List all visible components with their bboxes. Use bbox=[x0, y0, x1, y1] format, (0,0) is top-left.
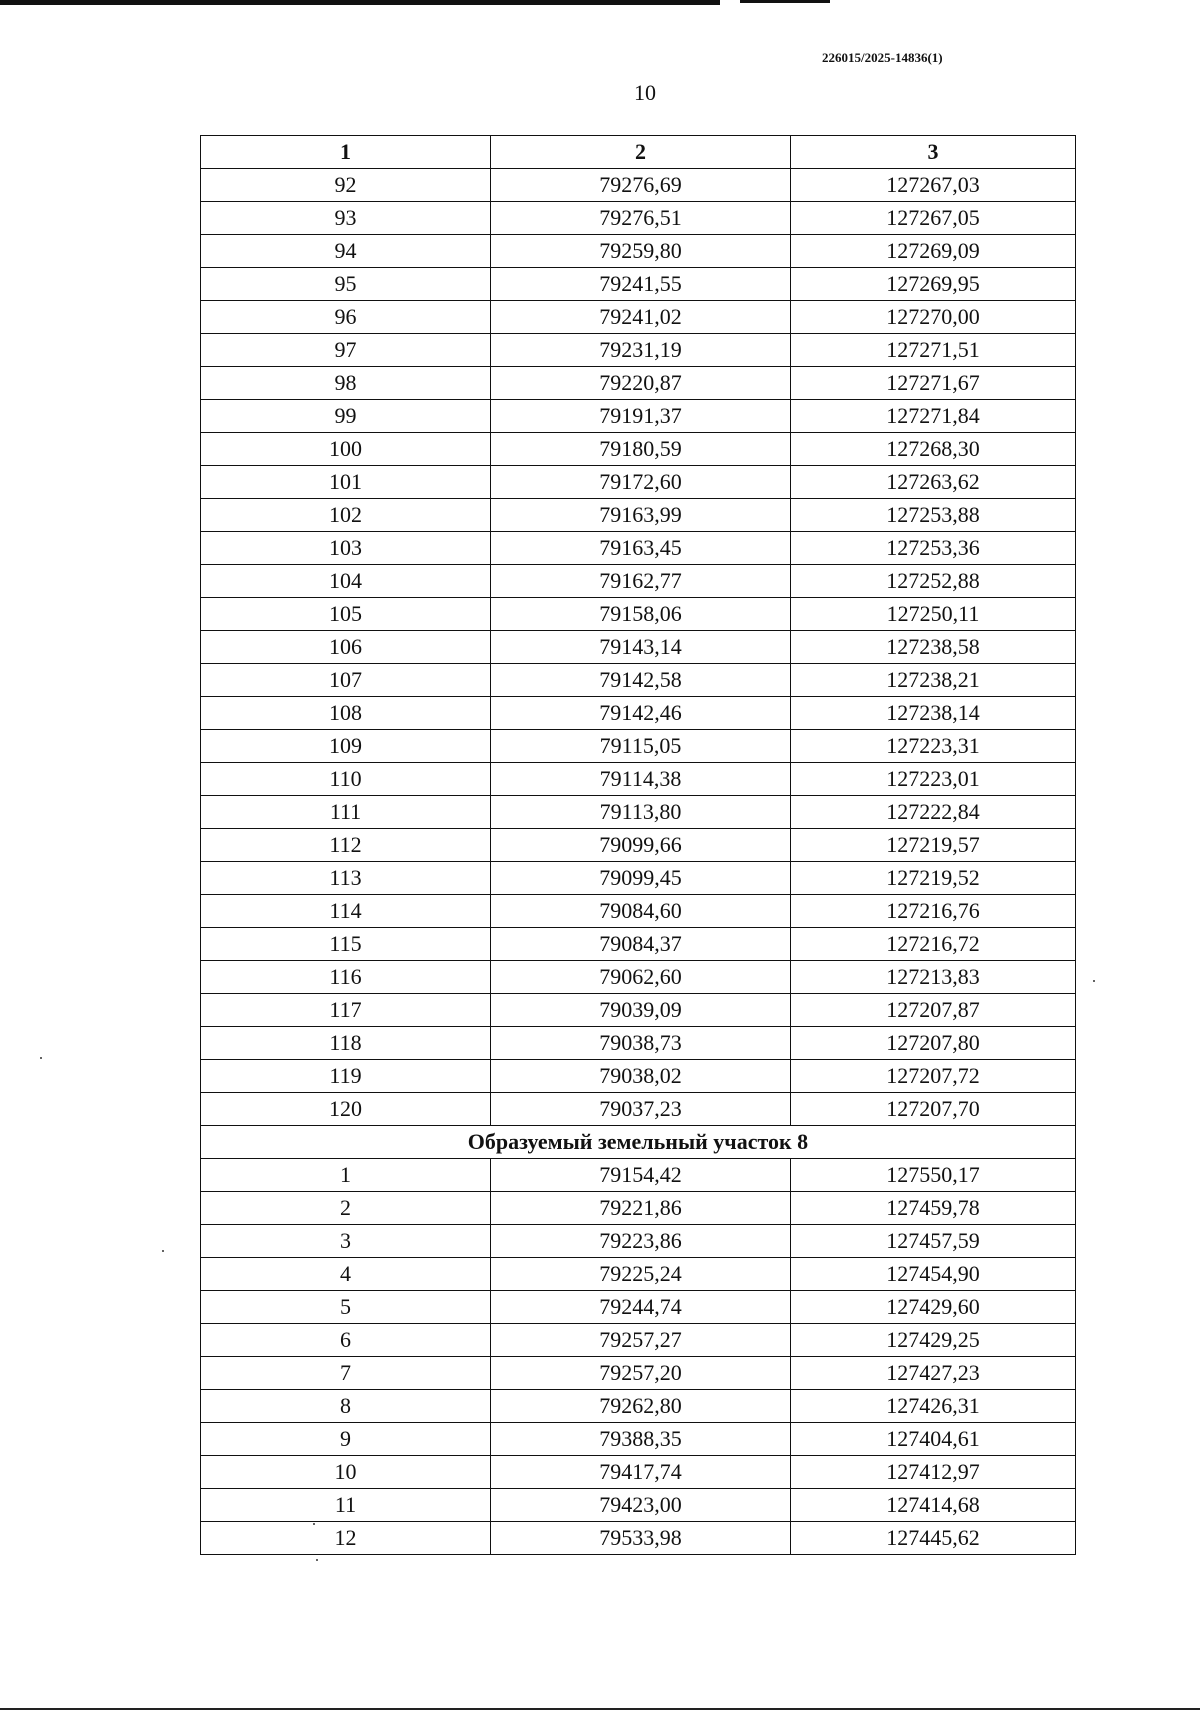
y-coordinate-cell: 127216,76 bbox=[791, 895, 1076, 928]
table-row bbox=[201, 829, 1076, 862]
point-number-cell: 93 bbox=[201, 202, 491, 235]
scan-speck bbox=[40, 1057, 42, 1059]
y-coordinate-cell: 127207,70 bbox=[791, 1093, 1076, 1126]
table-row bbox=[201, 1357, 1076, 1390]
table-row bbox=[201, 1258, 1076, 1291]
x-coordinate-cell: 79262,80 bbox=[491, 1390, 791, 1423]
x-coordinate-cell: 79084,60 bbox=[491, 895, 791, 928]
table-row bbox=[201, 1192, 1076, 1225]
x-coordinate-cell: 79154,42 bbox=[491, 1159, 791, 1192]
table-row bbox=[201, 532, 1076, 565]
scan-edge-bottom bbox=[0, 1708, 1200, 1710]
x-coordinate-cell: 79037,23 bbox=[491, 1093, 791, 1126]
table-row bbox=[201, 664, 1076, 697]
point-number-cell: 96 bbox=[201, 301, 491, 334]
point-number-cell: 101 bbox=[201, 466, 491, 499]
x-coordinate-cell: 79220,87 bbox=[491, 367, 791, 400]
x-coordinate-cell: 79099,45 bbox=[491, 862, 791, 895]
point-number-cell: 119 bbox=[201, 1060, 491, 1093]
table-row bbox=[201, 763, 1076, 796]
point-number-cell: 110 bbox=[201, 763, 491, 796]
y-coordinate-cell: 127269,09 bbox=[791, 235, 1076, 268]
y-coordinate-cell: 127207,72 bbox=[791, 1060, 1076, 1093]
x-coordinate-cell: 79162,77 bbox=[491, 565, 791, 598]
point-number-cell: 111 bbox=[201, 796, 491, 829]
table-row bbox=[201, 1522, 1076, 1555]
y-coordinate-cell: 127213,83 bbox=[791, 961, 1076, 994]
scan-speck bbox=[313, 1523, 315, 1525]
y-coordinate-cell: 127263,62 bbox=[791, 466, 1076, 499]
x-coordinate-cell: 79191,37 bbox=[491, 400, 791, 433]
x-coordinate-cell: 79417,74 bbox=[491, 1456, 791, 1489]
table-row bbox=[201, 301, 1076, 334]
y-coordinate-cell: 127454,90 bbox=[791, 1258, 1076, 1291]
y-coordinate-cell: 127270,00 bbox=[791, 301, 1076, 334]
table-row bbox=[201, 466, 1076, 499]
y-coordinate-cell: 127238,21 bbox=[791, 664, 1076, 697]
y-coordinate-cell: 127550,17 bbox=[791, 1159, 1076, 1192]
x-coordinate-cell: 79172,60 bbox=[491, 466, 791, 499]
point-number-cell: 2 bbox=[201, 1192, 491, 1225]
table-row bbox=[201, 631, 1076, 664]
scan-speck bbox=[316, 1559, 318, 1561]
y-coordinate-cell: 127207,87 bbox=[791, 994, 1076, 1027]
y-coordinate-cell: 127238,58 bbox=[791, 631, 1076, 664]
table-row bbox=[201, 1027, 1076, 1060]
y-coordinate-cell: 127427,23 bbox=[791, 1357, 1076, 1390]
y-coordinate-cell: 127268,30 bbox=[791, 433, 1076, 466]
point-number-cell: 113 bbox=[201, 862, 491, 895]
point-number-cell: 9 bbox=[201, 1423, 491, 1456]
y-coordinate-cell: 127223,01 bbox=[791, 763, 1076, 796]
y-coordinate-cell: 127426,31 bbox=[791, 1390, 1076, 1423]
table-row bbox=[201, 1060, 1076, 1093]
table-row bbox=[201, 202, 1076, 235]
point-number-cell: 120 bbox=[201, 1093, 491, 1126]
y-coordinate-cell: 127429,60 bbox=[791, 1291, 1076, 1324]
y-coordinate-cell: 127404,61 bbox=[791, 1423, 1076, 1456]
point-number-cell: 98 bbox=[201, 367, 491, 400]
x-coordinate-cell: 79062,60 bbox=[491, 961, 791, 994]
section-row bbox=[201, 1126, 1076, 1159]
table-header-row bbox=[201, 136, 1076, 169]
table-row bbox=[201, 1225, 1076, 1258]
table-row bbox=[201, 1489, 1076, 1522]
y-coordinate-cell: 127219,52 bbox=[791, 862, 1076, 895]
x-coordinate-cell: 79257,27 bbox=[491, 1324, 791, 1357]
x-coordinate-cell: 79388,35 bbox=[491, 1423, 791, 1456]
coordinates-table bbox=[200, 135, 1076, 1555]
table-row bbox=[201, 367, 1076, 400]
x-coordinate-cell: 79163,99 bbox=[491, 499, 791, 532]
point-number-cell: 3 bbox=[201, 1225, 491, 1258]
point-number-cell: 117 bbox=[201, 994, 491, 1027]
y-coordinate-cell: 127271,84 bbox=[791, 400, 1076, 433]
table-row bbox=[201, 235, 1076, 268]
x-coordinate-cell: 79038,02 bbox=[491, 1060, 791, 1093]
point-number-cell: 100 bbox=[201, 433, 491, 466]
x-coordinate-cell: 79241,55 bbox=[491, 268, 791, 301]
point-number-cell: 112 bbox=[201, 829, 491, 862]
table-row bbox=[201, 994, 1076, 1027]
y-coordinate-cell: 127207,80 bbox=[791, 1027, 1076, 1060]
y-coordinate-cell: 127457,59 bbox=[791, 1225, 1076, 1258]
table-row bbox=[201, 796, 1076, 829]
y-coordinate-cell: 127216,72 bbox=[791, 928, 1076, 961]
x-coordinate-cell: 79244,74 bbox=[491, 1291, 791, 1324]
table-row bbox=[201, 895, 1076, 928]
point-number-cell: 97 bbox=[201, 334, 491, 367]
table-row bbox=[201, 268, 1076, 301]
table-row bbox=[201, 565, 1076, 598]
table-row bbox=[201, 928, 1076, 961]
y-coordinate-cell: 127271,67 bbox=[791, 367, 1076, 400]
table-row bbox=[201, 862, 1076, 895]
x-coordinate-cell: 79221,86 bbox=[491, 1192, 791, 1225]
scan-speck bbox=[1093, 980, 1095, 982]
x-coordinate-cell: 79099,66 bbox=[491, 829, 791, 862]
column-header-y: 3 bbox=[791, 136, 1076, 169]
column-header-point: 1 bbox=[201, 136, 491, 169]
x-coordinate-cell: 79231,19 bbox=[491, 334, 791, 367]
x-coordinate-cell: 79158,06 bbox=[491, 598, 791, 631]
y-coordinate-cell: 127445,62 bbox=[791, 1522, 1076, 1555]
y-coordinate-cell: 127412,97 bbox=[791, 1456, 1076, 1489]
point-number-cell: 95 bbox=[201, 268, 491, 301]
point-number-cell: 11 bbox=[201, 1489, 491, 1522]
x-coordinate-cell: 79423,00 bbox=[491, 1489, 791, 1522]
point-number-cell: 116 bbox=[201, 961, 491, 994]
table-row bbox=[201, 1390, 1076, 1423]
table-row bbox=[201, 697, 1076, 730]
point-number-cell: 92 bbox=[201, 169, 491, 202]
page-number: 10 bbox=[634, 80, 656, 105]
scan-edge-mark bbox=[700, 0, 714, 3]
table-row bbox=[201, 400, 1076, 433]
section-title: Образуемый земельный участок 8 bbox=[201, 1126, 1076, 1159]
x-coordinate-cell: 79180,59 bbox=[491, 433, 791, 466]
x-coordinate-cell: 79143,14 bbox=[491, 631, 791, 664]
y-coordinate-cell: 127429,25 bbox=[791, 1324, 1076, 1357]
y-coordinate-cell: 127267,03 bbox=[791, 169, 1076, 202]
x-coordinate-cell: 79533,98 bbox=[491, 1522, 791, 1555]
x-coordinate-cell: 79223,86 bbox=[491, 1225, 791, 1258]
x-coordinate-cell: 79142,58 bbox=[491, 664, 791, 697]
table-row bbox=[201, 1093, 1076, 1126]
y-coordinate-cell: 127253,88 bbox=[791, 499, 1076, 532]
x-coordinate-cell: 79163,45 bbox=[491, 532, 791, 565]
y-coordinate-cell: 127459,78 bbox=[791, 1192, 1076, 1225]
point-number-cell: 6 bbox=[201, 1324, 491, 1357]
y-coordinate-cell: 127222,84 bbox=[791, 796, 1076, 829]
point-number-cell: 4 bbox=[201, 1258, 491, 1291]
x-coordinate-cell: 79115,05 bbox=[491, 730, 791, 763]
point-number-cell: 8 bbox=[201, 1390, 491, 1423]
table-row bbox=[201, 961, 1076, 994]
y-coordinate-cell: 127269,95 bbox=[791, 268, 1076, 301]
point-number-cell: 94 bbox=[201, 235, 491, 268]
y-coordinate-cell: 127414,68 bbox=[791, 1489, 1076, 1522]
y-coordinate-cell: 127271,51 bbox=[791, 334, 1076, 367]
x-coordinate-cell: 79257,20 bbox=[491, 1357, 791, 1390]
y-coordinate-cell: 127238,14 bbox=[791, 697, 1076, 730]
x-coordinate-cell: 79084,37 bbox=[491, 928, 791, 961]
point-number-cell: 115 bbox=[201, 928, 491, 961]
point-number-cell: 103 bbox=[201, 532, 491, 565]
point-number-cell: 104 bbox=[201, 565, 491, 598]
table-row bbox=[201, 730, 1076, 763]
x-coordinate-cell: 79038,73 bbox=[491, 1027, 791, 1060]
table-row bbox=[201, 1159, 1076, 1192]
table-row bbox=[201, 1324, 1076, 1357]
table-row bbox=[201, 433, 1076, 466]
scan-edge-mark bbox=[740, 0, 830, 3]
point-number-cell: 5 bbox=[201, 1291, 491, 1324]
point-number-cell: 109 bbox=[201, 730, 491, 763]
scan-edge-top bbox=[0, 0, 720, 5]
y-coordinate-cell: 127223,31 bbox=[791, 730, 1076, 763]
point-number-cell: 7 bbox=[201, 1357, 491, 1390]
y-coordinate-cell: 127267,05 bbox=[791, 202, 1076, 235]
x-coordinate-cell: 79039,09 bbox=[491, 994, 791, 1027]
x-coordinate-cell: 79241,02 bbox=[491, 301, 791, 334]
table-row bbox=[201, 169, 1076, 202]
table-row bbox=[201, 1291, 1076, 1324]
point-number-cell: 102 bbox=[201, 499, 491, 532]
x-coordinate-cell: 79225,24 bbox=[491, 1258, 791, 1291]
x-coordinate-cell: 79113,80 bbox=[491, 796, 791, 829]
x-coordinate-cell: 79114,38 bbox=[491, 763, 791, 796]
x-coordinate-cell: 79276,69 bbox=[491, 169, 791, 202]
point-number-cell: 10 bbox=[201, 1456, 491, 1489]
point-number-cell: 114 bbox=[201, 895, 491, 928]
y-coordinate-cell: 127219,57 bbox=[791, 829, 1076, 862]
table-row bbox=[201, 499, 1076, 532]
table-row bbox=[201, 1456, 1076, 1489]
y-coordinate-cell: 127250,11 bbox=[791, 598, 1076, 631]
y-coordinate-cell: 127252,88 bbox=[791, 565, 1076, 598]
point-number-cell: 106 bbox=[201, 631, 491, 664]
point-number-cell: 12 bbox=[201, 1522, 491, 1555]
point-number-cell: 108 bbox=[201, 697, 491, 730]
point-number-cell: 105 bbox=[201, 598, 491, 631]
table-row bbox=[201, 334, 1076, 367]
table-row bbox=[201, 1423, 1076, 1456]
point-number-cell: 107 bbox=[201, 664, 491, 697]
point-number-cell: 118 bbox=[201, 1027, 491, 1060]
x-coordinate-cell: 79142,46 bbox=[491, 697, 791, 730]
document-number: 226015/2025-14836(1) bbox=[822, 50, 943, 65]
column-header-x: 2 bbox=[491, 136, 791, 169]
point-number-cell: 1 bbox=[201, 1159, 491, 1192]
table-row bbox=[201, 598, 1076, 631]
scan-speck bbox=[162, 1250, 164, 1252]
coordinates-table-body bbox=[201, 136, 1076, 1555]
x-coordinate-cell: 79259,80 bbox=[491, 235, 791, 268]
y-coordinate-cell: 127253,36 bbox=[791, 532, 1076, 565]
point-number-cell: 99 bbox=[201, 400, 491, 433]
x-coordinate-cell: 79276,51 bbox=[491, 202, 791, 235]
